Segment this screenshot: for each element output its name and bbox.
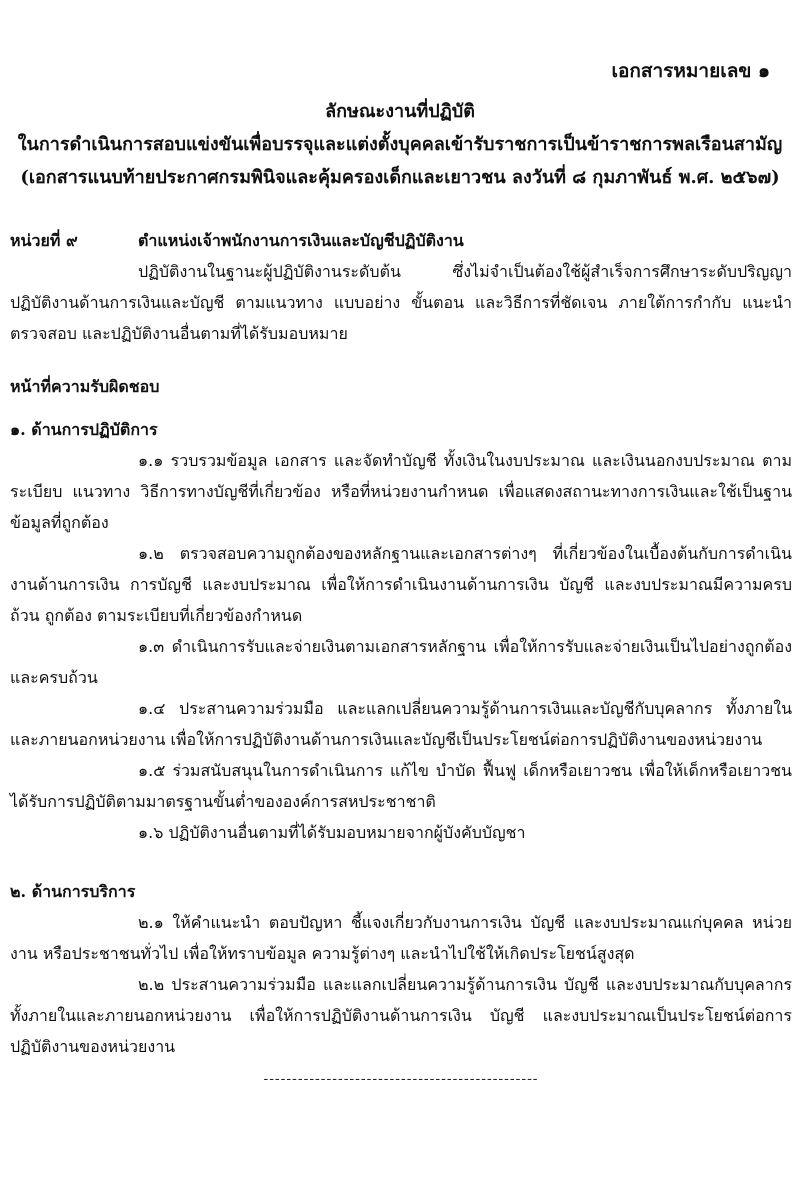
section-2-item: ๒.๑ ให้คำแนะนำ ตอบปัญหา ชี้แจงเกี่ยวกับงานการเงิน บัญชี และงบประมาณแก่บุคคล หน่วยงาน หรือประชาชนทั่วไป เพื่อให้ทราบข้อมูล ความรู้ต่างๆ และนำไปใช้ให้เกิดประโยชน์สูงสุด [10,913,792,963]
document-body [10,225,792,1095]
section-2-item: ๒.๒ ประสานความร่วมมือ และแลกเปลี่ยนความรู้ด้านการเงิน บัญชี และงบประมาณกับบุคลากรทั้งภายในและภายนอกหน่วยงาน เพื่อให้การปฏิบัติงานด้านการเงิน บัญชี และงบประมาณเป็นประโยชน์ต่อการปฏิบัติงานของหน่วยงาน [10,975,792,1056]
section-1-item: ๑.๒ ตรวจสอบความถูกต้องของหลักฐานและเอกสารต่างๆ ที่เกี่ยวข้องในเบื้องต้นกับการดำเนินงานด้านการเงิน การบัญชี และงบประมาณ เพื่อให้การดำเนินงานด้านการเงิน บัญชี และงบประมาณมีความครบถ้วน ถูกต้อง ตามระเบียบที่เกี่ยวข้องกำหนด [10,544,792,625]
section-1-item: ๑.๕ ร่วมสนับสนุนในการดำเนินการ แก้ไข บำบัด ฟื้นฟู เด็กหรือเยาวชน เพื่อให้เด็กหรือเยาวชนได้รับการปฏิบัติตามมาตรฐานขั้นต่ำขององค์การสหประชาชาติ [10,761,792,811]
header-title: ลักษณะงานที่ปฏิบัติ [325,101,475,122]
unit-heading [10,225,792,256]
section-1-title: ๑. ด้านการปฏิบัติการ [10,420,158,439]
unit-description: ปฏิบัติงานในฐานะผู้ปฏิบัติงานระดับต้น ซึ่งไม่จำเป็นต้องใช้ผู้สำเร็จการศึกษาระดับปริญญา ปฏิบัติงานด้านการเงินและบัญชี ตามแนวทาง แบบอย่าง ขั้นตอน และวิธีการที่ชัดเจน ภายใต้การกำกับ แนะนำ ตรวจสอบ และปฏิบัติงานอื่นตามที่ได้รับมอบหมาย [10,262,792,343]
responsibilities-heading: หน้าที่ความรับผิดชอบ [10,377,160,396]
unit-label: หน่วยที่ ๙ [10,231,78,250]
position-title: ตำแหน่งเจ้าพนักงานการเงินและบัญชีปฏิบัติงาน [138,231,464,250]
header-subtitle: ในการดำเนินการสอบแข่งขันเพื่อบรรจุและแต่งตั้งบุคคลเข้ารับราชการเป็นข้าราชการพลเรือนสามัญ [17,134,783,155]
end-divider: ------------------------------------------------ [263,1071,539,1087]
section-1-item: ๑.๖ ปฏิบัติงานอื่นตามที่ได้รับมอบหมายจากผู้บังคับบัญชา [138,823,526,842]
header-reference: (เอกสารแนบท้ายประกาศกรมพินิจและคุ้มครองเด็กและเยาวชน ลงวันที่ ๘ กุมภาพันธ์ พ.ศ. ๒๕๖๗) [20,167,780,188]
document-header [0,95,800,194]
section-1-item: ๑.๓ ดำเนินการรับและจ่ายเงินตามเอกสารหลักฐาน เพื่อให้การรับและจ่ายเงินเป็นไปอย่างถูกต้องและครบถ้วน [10,637,792,687]
section-1-item: ๑.๔ ประสานความร่วมมือ และแลกเปลี่ยนความรู้ด้านการเงินและบัญชีกับบุคลากร ทั้งภายในและภายนอกหน่วยงาน เพื่อให้การปฏิบัติงานด้านการเงินและบัญชีเป็นประโยชน์ต่อการปฏิบัติงานของหน่วยงาน [10,699,792,749]
section-1-item: ๑.๑ รวบรวมข้อมูล เอกสาร และจัดทำบัญชี ทั้งเงินในงบประมาณ และเงินนอกงบประมาณ ตามระเบียบ แนวทาง วิธีการทางบัญชีที่เกี่ยวข้อง หรือที่หน่วยงานกำหนด เพื่อแสดงสถานะทางการเงินและใช้เป็นฐานข้อมูลที่ถูกต้อง [10,451,792,532]
document-number: เอกสารหมายเลข ๑ [611,60,770,82]
section-2-title: ๒. ด้านการบริการ [10,882,136,901]
